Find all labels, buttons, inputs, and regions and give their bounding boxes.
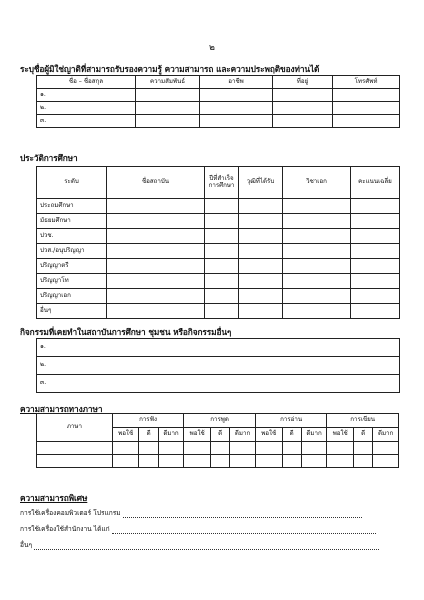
special-line-other-input[interactable] — [34, 542, 379, 550]
edu-cell[interactable] — [283, 229, 351, 244]
lang-header-language: ภาษา — [37, 414, 113, 442]
lang-level-good: ดี — [282, 428, 301, 442]
lang-cell[interactable] — [327, 442, 354, 455]
education-table — [36, 166, 400, 319]
ref-row-3-label: ๓. — [37, 115, 136, 128]
lang-header-writing: การเขียน — [327, 414, 399, 428]
edu-cell[interactable] — [107, 304, 205, 319]
lang-header-speaking: การพูด — [184, 414, 256, 428]
ref-cell[interactable] — [136, 102, 200, 115]
edu-cell[interactable] — [283, 304, 351, 319]
lang-cell[interactable] — [37, 442, 113, 455]
edu-cell[interactable] — [283, 199, 351, 214]
language-table — [36, 413, 399, 468]
edu-cell[interactable] — [239, 289, 283, 304]
ref-header-address: ที่อยู่ — [273, 76, 333, 89]
edu-level-other: อื่นๆ — [37, 304, 107, 319]
ref-cell[interactable] — [200, 102, 273, 115]
table-row — [37, 102, 400, 115]
edu-cell[interactable] — [239, 244, 283, 259]
table-row — [37, 455, 399, 468]
lang-level-fair: พอใช้ — [255, 428, 282, 442]
edu-level-diploma: ปวส./อนุปริญญา — [37, 244, 107, 259]
ref-header-occupation: อาชีพ — [200, 76, 273, 89]
lang-cell[interactable] — [301, 455, 327, 468]
language-heading: ความสามารถทางภาษา — [20, 404, 103, 414]
edu-cell[interactable] — [239, 199, 283, 214]
table-row — [37, 357, 400, 375]
ref-cell[interactable] — [333, 89, 400, 102]
edu-cell[interactable] — [107, 214, 205, 229]
ref-header-relation: ความสัมพันธ์ — [136, 76, 200, 89]
edu-header-major: วิชาเอก — [283, 167, 351, 199]
edu-cell[interactable] — [205, 289, 239, 304]
ref-cell[interactable] — [273, 89, 333, 102]
edu-cell[interactable] — [205, 259, 239, 274]
edu-cell[interactable] — [205, 229, 239, 244]
lang-cell[interactable] — [255, 442, 282, 455]
edu-cell[interactable] — [283, 214, 351, 229]
lang-header-listening: การฟัง — [112, 414, 184, 428]
page-number: ๒ — [209, 43, 215, 53]
edu-cell[interactable] — [351, 199, 400, 214]
edu-cell[interactable] — [351, 214, 400, 229]
table-row — [37, 244, 400, 259]
lang-level-excellent: ดีมาก — [230, 428, 256, 442]
edu-cell[interactable] — [351, 289, 400, 304]
lang-level-excellent: ดีมาก — [301, 428, 327, 442]
edu-header-degree: วุฒิที่ได้รับ — [239, 167, 283, 199]
activities-heading: กิจกรรมที่เคยทำในสถาบันการศึกษา ชุมชน หรือกิจกรรมอื่นๆ — [20, 327, 232, 337]
lang-cell[interactable] — [354, 455, 373, 468]
edu-cell[interactable] — [351, 244, 400, 259]
lang-cell[interactable] — [373, 442, 399, 455]
table-row — [37, 89, 400, 102]
activity-row-1[interactable]: ๑. — [37, 339, 400, 357]
edu-cell[interactable] — [205, 274, 239, 289]
edu-cell[interactable] — [205, 244, 239, 259]
edu-cell[interactable] — [351, 304, 400, 319]
lang-cell[interactable] — [184, 455, 211, 468]
edu-cell[interactable] — [205, 304, 239, 319]
special-line-office-input[interactable] — [112, 526, 376, 534]
lang-level-excellent: ดีมาก — [158, 428, 184, 442]
ref-cell[interactable] — [200, 89, 273, 102]
special-line-office — [20, 523, 376, 534]
edu-cell[interactable] — [239, 304, 283, 319]
edu-cell[interactable] — [283, 289, 351, 304]
lang-cell[interactable] — [255, 455, 282, 468]
edu-cell[interactable] — [351, 274, 400, 289]
lang-cell[interactable] — [282, 455, 301, 468]
edu-header-institution: ชื่อสถาบัน — [107, 167, 205, 199]
ref-cell[interactable] — [273, 115, 333, 128]
lang-level-fair: พอใช้ — [184, 428, 211, 442]
edu-cell[interactable] — [205, 214, 239, 229]
lang-cell[interactable] — [139, 442, 158, 455]
table-row — [37, 289, 400, 304]
special-line-other — [20, 539, 379, 550]
lang-level-good: ดี — [211, 428, 230, 442]
table-row — [37, 304, 400, 319]
table-row — [37, 115, 400, 128]
edu-level-bachelor: ปริญญาตรี — [37, 259, 107, 274]
special-line-computer-label: การใช้เครื่องคอมพิวเตอร์ โปรแกรม — [20, 509, 121, 517]
edu-cell[interactable] — [351, 259, 400, 274]
edu-cell[interactable] — [283, 244, 351, 259]
activity-row-3[interactable]: ๓. — [37, 375, 400, 393]
ref-cell[interactable] — [200, 115, 273, 128]
lang-cell[interactable] — [282, 442, 301, 455]
lang-cell[interactable] — [112, 442, 139, 455]
edu-level-doctorate: ปริญญาเอก — [37, 289, 107, 304]
ref-cell[interactable] — [333, 115, 400, 128]
lang-header-reading: การอ่าน — [255, 414, 327, 428]
edu-header-level: ระดับ — [37, 167, 107, 199]
edu-cell[interactable] — [283, 259, 351, 274]
lang-cell[interactable] — [139, 455, 158, 468]
activities-table — [36, 338, 400, 393]
ref-row-2-label: ๒. — [37, 102, 136, 115]
edu-cell[interactable] — [107, 259, 205, 274]
special-heading: ความสามารถพิเศษ — [20, 493, 88, 503]
table-row — [37, 199, 400, 214]
edu-cell[interactable] — [107, 289, 205, 304]
edu-level-vocational: ปวช. — [37, 229, 107, 244]
edu-cell[interactable] — [107, 274, 205, 289]
education-heading: ประวัติการศึกษา — [20, 153, 78, 163]
lang-level-fair: พอใช้ — [112, 428, 139, 442]
lang-level-fair: พอใช้ — [327, 428, 354, 442]
edu-cell[interactable] — [351, 229, 400, 244]
lang-cell[interactable] — [301, 442, 327, 455]
special-line-office-label: การใช้เครื่องใช้สำนักงาน ได้แก่ — [20, 525, 110, 533]
edu-cell[interactable] — [107, 229, 205, 244]
table-row — [37, 274, 400, 289]
special-line-other-label: อื่นๆ — [20, 541, 33, 549]
edu-cell[interactable] — [239, 274, 283, 289]
lang-cell[interactable] — [184, 442, 211, 455]
lang-cell[interactable] — [158, 455, 184, 468]
edu-header-year: ปีที่สำเร็จการศึกษา — [205, 167, 239, 199]
edu-header-gpa: คะแนนเฉลี่ย — [351, 167, 400, 199]
lang-level-good: ดี — [354, 428, 373, 442]
edu-level-secondary: มัธยมศึกษา — [37, 214, 107, 229]
lang-cell[interactable] — [373, 455, 399, 468]
edu-level-master: ปริญญาโท — [37, 274, 107, 289]
lang-level-excellent: ดีมาก — [373, 428, 399, 442]
ref-header-phone: โทรศัพท์ — [333, 76, 400, 89]
ref-cell[interactable] — [136, 115, 200, 128]
references-heading: ระบุชื่อผู้มิใช่ญาติที่สามารถรับรองความรู้ ความสามารถ และความประพฤติของท่านได้ — [20, 64, 320, 74]
lang-cell[interactable] — [354, 442, 373, 455]
lang-cell[interactable] — [37, 455, 113, 468]
table-row — [37, 229, 400, 244]
activity-row-2[interactable]: ๒. — [37, 357, 400, 375]
lang-level-good: ดี — [139, 428, 158, 442]
edu-level-primary: ประถมศึกษา — [37, 199, 107, 214]
references-table — [36, 75, 400, 128]
lang-cell[interactable] — [211, 455, 230, 468]
ref-row-1-label: ๑. — [37, 89, 136, 102]
lang-cell[interactable] — [230, 455, 256, 468]
lang-cell[interactable] — [158, 442, 184, 455]
edu-cell[interactable] — [107, 199, 205, 214]
ref-header-name: ชื่อ – ชื่อสกุล — [37, 76, 136, 89]
lang-cell[interactable] — [211, 442, 230, 455]
edu-cell[interactable] — [107, 244, 205, 259]
lang-cell[interactable] — [112, 455, 139, 468]
table-row — [37, 339, 400, 357]
table-row — [37, 214, 400, 229]
edu-cell[interactable] — [239, 229, 283, 244]
special-line-computer — [20, 507, 362, 518]
ref-cell[interactable] — [273, 102, 333, 115]
ref-cell[interactable] — [136, 89, 200, 102]
lang-cell[interactable] — [327, 455, 354, 468]
table-row — [37, 442, 399, 455]
lang-cell[interactable] — [230, 442, 256, 455]
table-row — [37, 375, 400, 393]
ref-cell[interactable] — [333, 102, 400, 115]
edu-cell[interactable] — [283, 274, 351, 289]
special-line-computer-input[interactable] — [123, 510, 362, 518]
edu-cell[interactable] — [205, 199, 239, 214]
edu-cell[interactable] — [239, 259, 283, 274]
table-row — [37, 259, 400, 274]
edu-cell[interactable] — [239, 214, 283, 229]
